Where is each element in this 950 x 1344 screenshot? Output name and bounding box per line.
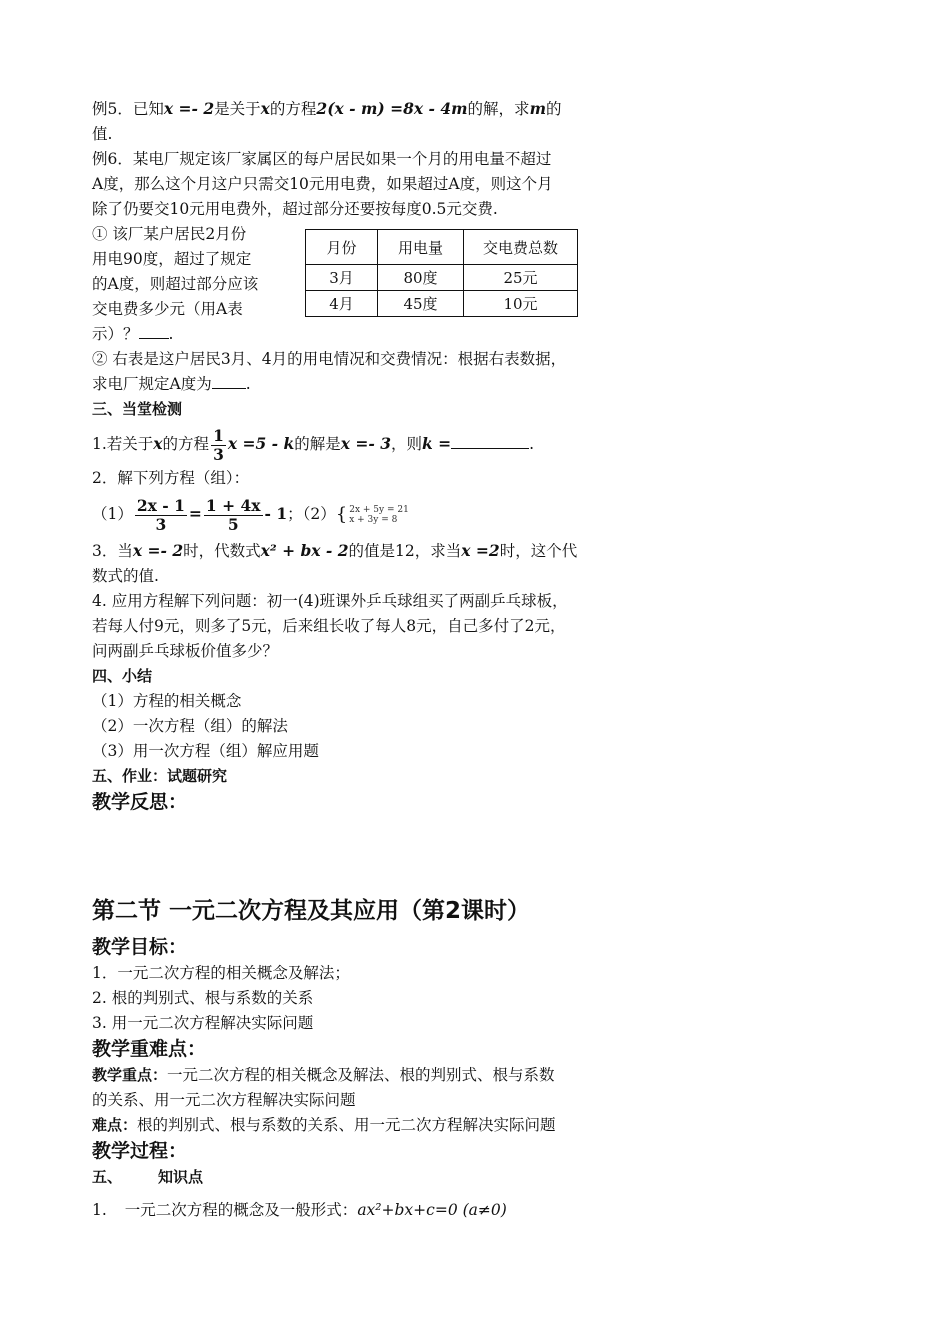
example-5-variable: x — [260, 99, 270, 118]
example-5-condition: x =- 2 — [163, 99, 215, 118]
lesson-2-title: 第二节 一元二次方程及其应用（第2课时） — [92, 898, 531, 924]
section-3-q2-equations — [92, 491, 602, 538]
q1-text: 1.若关于 — [92, 435, 154, 453]
goals-title: 教学目标： — [92, 936, 188, 958]
example-6-line-2: A度，那么这个月这户只需交10元用电费，如果超过A度，则这个月 — [92, 175, 553, 193]
q3-text: 3．当 — [92, 542, 133, 560]
process-title: 教学过程： — [92, 1140, 188, 1162]
q2-part-2: ；（2） — [287, 505, 336, 523]
q1-fraction — [211, 427, 226, 464]
fraction-numerator: 2x - 1 — [136, 495, 185, 515]
q1-text: ，则 — [391, 435, 423, 453]
example-5-line-1 — [92, 96, 602, 122]
q1-text: 的解是 — [294, 435, 341, 453]
section-4-title: 四、小结 — [92, 667, 153, 685]
example-6-q1-end: . — [168, 325, 174, 343]
example-6-q2-end: . — [245, 375, 251, 393]
q3-text: 时，这个代 — [499, 542, 578, 560]
knowledge-heading — [92, 1165, 602, 1190]
fraction-denominator: 3 — [213, 444, 224, 464]
fraction-numerator: 1 + 4x — [205, 495, 261, 515]
table-header-cell: 交电费总数 — [464, 230, 578, 265]
section-3-q4-line: 4. 应用方程解下列问题：初一(4)班课外乒乓球组买了两副乒乓球板， — [92, 592, 568, 610]
example-6-line-1: 例6．某电厂规定该厂家属区的每户居民如果一个月的用电量不超过 — [92, 150, 552, 168]
knowledge-item-1 — [92, 1198, 602, 1223]
q3-condition-2: x =2 — [461, 541, 500, 560]
example-5-text: 例5．已知 — [92, 100, 164, 118]
example-5-text: 的解，求 — [467, 100, 530, 118]
example-6-q1-line: 交电费多少元（用A表 — [92, 300, 243, 318]
answer-blank — [451, 434, 529, 449]
table-header-cell: 月份 — [306, 230, 378, 265]
system-brace-icon: { — [335, 504, 348, 525]
example-5-m: m — [529, 99, 546, 118]
system-equation-1: 2x + 5y = 21 — [349, 505, 409, 515]
example-5-equation: 2(x - m) =8x - 4m — [316, 99, 468, 118]
key-points-title: 教学重难点： — [92, 1038, 207, 1060]
table-cell: 3月 — [306, 265, 378, 291]
section-3-q4-line: 问两副乒乓球板价值多少？ — [92, 642, 279, 660]
example-6-q2-line-1: ② 右表是这户居民3月、4月的用电情况和交费情况：根据右表数据， — [92, 350, 567, 368]
electricity-table — [305, 229, 578, 317]
q3-expression: x² + bx - 2 — [260, 541, 349, 560]
table-header-row — [306, 230, 578, 265]
section-5-title: 五、作业：试题研究 — [92, 767, 228, 785]
reflection-title: 教学反思： — [92, 791, 188, 813]
example-6-q1-line: ① 该厂某户居民2月份 — [92, 225, 247, 243]
summary-item: （3）用一次方程（组）解应用题 — [92, 742, 319, 760]
goal-item: 2. 根的判别式、根与系数的关系 — [92, 989, 314, 1007]
example-6-q2-text: 求电厂规定A度为 — [92, 375, 212, 393]
key-point-line-1 — [92, 1063, 602, 1088]
table-row — [306, 291, 578, 317]
q1-equation: x =5 - k — [227, 434, 295, 453]
key-point-line-2: 的关系、用一元二次方程解决实际问题 — [92, 1091, 356, 1109]
difficulty-line — [92, 1113, 602, 1138]
knowledge-label: 知识点 — [158, 1168, 204, 1186]
goal-item: 1．一元二次方程的相关概念及解法； — [92, 964, 350, 982]
example-5-text: 是关于 — [214, 100, 261, 118]
equation-system — [349, 505, 409, 525]
q2-part-1: （1） — [92, 505, 133, 523]
fraction-numerator: 1 — [213, 425, 224, 445]
q3-condition: x =- 2 — [132, 541, 184, 560]
spacer — [92, 816, 602, 894]
q3-text: 的值是12，求当 — [348, 542, 462, 560]
section-3-q2-title: 2．解下列方程（组）： — [92, 469, 250, 487]
difficulty-text: 根的判别式、根与系数的关系、用一元二次方程解决实际问题 — [137, 1116, 556, 1134]
example-6-line-3: 除了仍要交10元用电费外，超过部分还要按每度0.5元交费. — [92, 200, 498, 218]
section-3-title: 三、当堂检测 — [92, 400, 183, 418]
example-6-q1-line-last — [92, 322, 602, 347]
example-6-q1-text: 示）？ — [92, 325, 139, 343]
q1-end: . — [529, 435, 535, 453]
section-3-q4-line: 若每人付9元，则多了5元，后来组长收了每人8元，自己多付了2元， — [92, 617, 566, 635]
example-6-q2-line-2 — [92, 372, 602, 397]
example-6-q1-line: 用电90度，超过了规定 — [92, 250, 252, 268]
example-5-line-2: 值. — [92, 125, 113, 143]
q1-variable: x — [153, 434, 163, 453]
example-5-text: 的 — [545, 100, 562, 118]
section-3-q1 — [92, 422, 602, 466]
answer-blank — [212, 374, 246, 389]
key-point-text: 一元二次方程的相关概念及解法、根的判别式、根与系数 — [167, 1066, 555, 1084]
table-header-cell: 用电量 — [378, 230, 464, 265]
item-formula: ax²+bx+c=0 (a≠0) — [357, 1201, 507, 1219]
table-cell: 25元 — [464, 265, 578, 291]
goal-item: 3. 用一元二次方程解决实际问题 — [92, 1014, 314, 1032]
example-5-text: 的方程 — [269, 100, 317, 118]
example-6-q1-line: 的A度，则超过部分应该 — [92, 275, 259, 293]
summary-item: （1）方程的相关概念 — [92, 692, 242, 710]
table-cell: 4月 — [306, 291, 378, 317]
q1-k: k = — [422, 434, 452, 453]
q2-right-fraction — [204, 497, 263, 534]
section-3-q3-line-1 — [92, 538, 602, 564]
item-number: 1. — [92, 1201, 107, 1219]
fraction-denominator: 3 — [155, 514, 167, 534]
table-cell: 80度 — [378, 265, 464, 291]
q2-equals: = — [188, 504, 202, 523]
difficulty-label: 难点： — [92, 1116, 138, 1134]
section-3-q3-line-2: 数式的值. — [92, 567, 159, 585]
summary-item: （2）一次方程（组）的解法 — [92, 717, 288, 735]
q2-rest: - 1 — [264, 504, 288, 523]
table-cell: 45度 — [378, 291, 464, 317]
item-text: 一元二次方程的概念及一般形式： — [124, 1201, 358, 1219]
system-equation-2: x + 3y = 8 — [349, 515, 398, 525]
table-row — [306, 265, 578, 291]
q1-text: 的方程 — [162, 435, 210, 453]
q3-text: 时，代数式 — [183, 542, 261, 560]
knowledge-number: 五、 — [92, 1168, 123, 1186]
table-cell: 10元 — [464, 291, 578, 317]
answer-blank — [139, 324, 169, 339]
q2-left-fraction — [135, 497, 187, 534]
fraction-denominator: 5 — [227, 514, 239, 534]
key-point-label: 教学重点： — [92, 1066, 168, 1084]
q1-solution: x =- 3 — [340, 434, 391, 453]
